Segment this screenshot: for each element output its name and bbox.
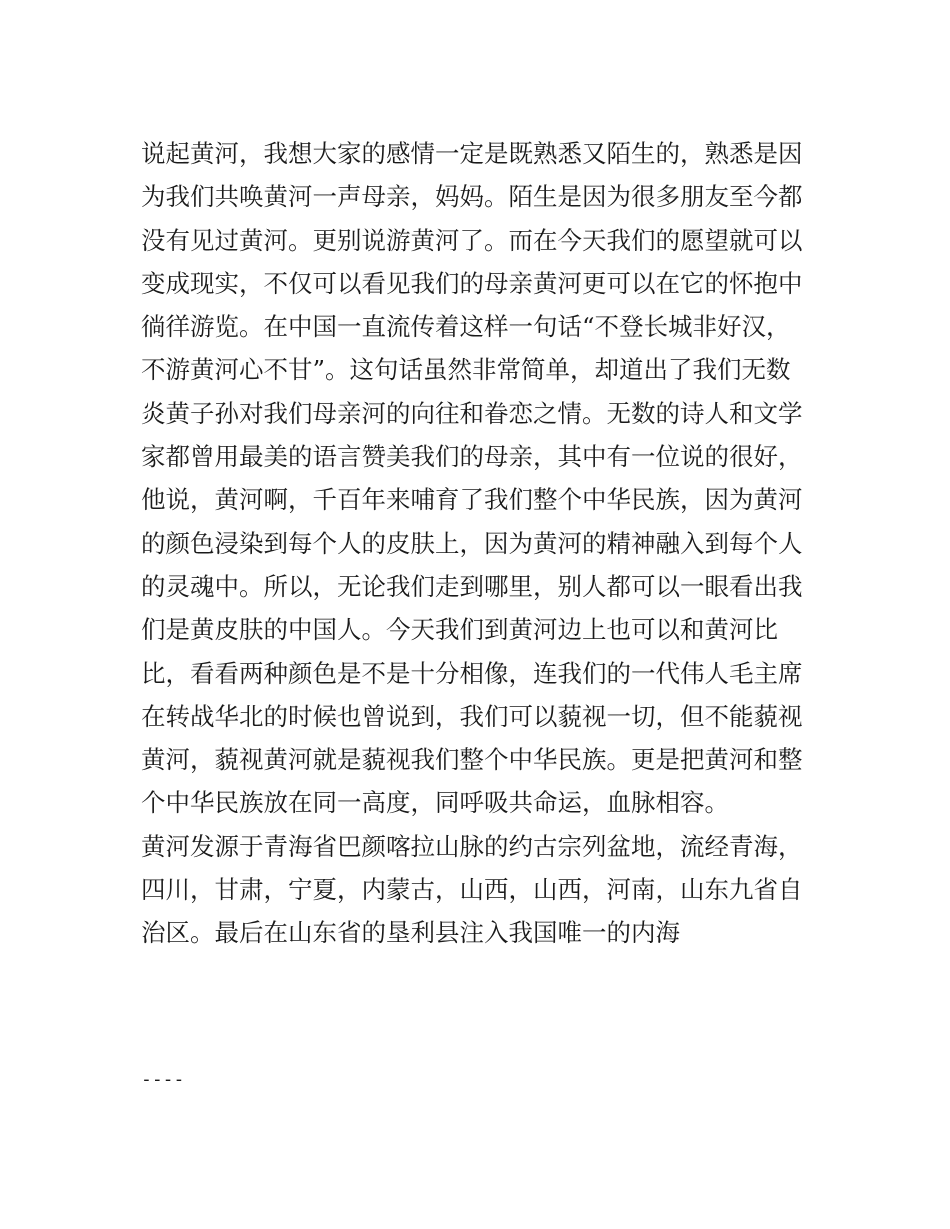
- text-line: 四川，甘肃，宁夏，内蒙古，山西，山西，河南，山东九省自: [141, 875, 803, 905]
- text-line: 没有见过黄河。更别说游黄河了。而在今天我们的愿望就可以: [141, 225, 803, 255]
- text-line: 在转战华北的时候也曾说到，我们可以藐视一切，但不能藐视: [141, 701, 803, 731]
- paragraph-2: [141, 825, 821, 955]
- text-line: 的颜色浸染到每个人的皮肤上，因为黄河的精神融入到每个人: [141, 528, 803, 558]
- body-text: [141, 132, 821, 955]
- text-line: 徜徉游览。在中国一直流传着这样一句话“不登长城非好汉，: [141, 312, 791, 342]
- text-line: 治区。最后在山东省的垦利县注入我国唯一的内海: [141, 918, 680, 948]
- paragraph-1: [141, 132, 821, 825]
- text-line: 比，看看两种颜色是不是十分相像，连我们的一代伟人毛主席: [141, 658, 803, 688]
- text-line: 黄河发源于青海省巴颜喀拉山脉的约古宗列盆地，流经青海，: [141, 831, 803, 861]
- text-line: 说起黄河，我想大家的感情一定是既熟悉又陌生的，熟悉是因: [141, 139, 803, 168]
- text-line: 们是黄皮肤的中国人。今天我们到黄河边上也可以和黄河比: [141, 615, 778, 645]
- text-line: 他说，黄河啊，千百年来哺育了我们整个中华民族，因为黄河: [141, 485, 803, 515]
- page-separator: ----: [141, 1069, 185, 1090]
- text-line: 为我们共唤黄河一声母亲，妈妈。陌生是因为很多朋友至今都: [141, 182, 803, 212]
- text-line: 的灵魂中。所以，无论我们走到哪里，别人都可以一眼看出我: [141, 571, 803, 601]
- text-line: 不游黄河心不甘”。这句话虽然非常简单，却道出了我们无数: [141, 355, 791, 385]
- text-line: 炎黄子孙对我们母亲河的向往和眷恋之情。无数的诗人和文学: [141, 398, 803, 428]
- text-line: 家都曾用最美的语言赞美我们的母亲，其中有一位说的很好，: [141, 442, 803, 472]
- text-line: 个中华民族放在同一高度，同呼吸共命运，血脉相容。: [141, 788, 729, 818]
- text-line: 黄河，藐视黄河就是藐视我们整个中华民族。更是把黄河和整: [141, 745, 803, 775]
- text-line: 变成现实，不仅可以看见我们的母亲黄河更可以在它的怀抱中: [141, 268, 803, 298]
